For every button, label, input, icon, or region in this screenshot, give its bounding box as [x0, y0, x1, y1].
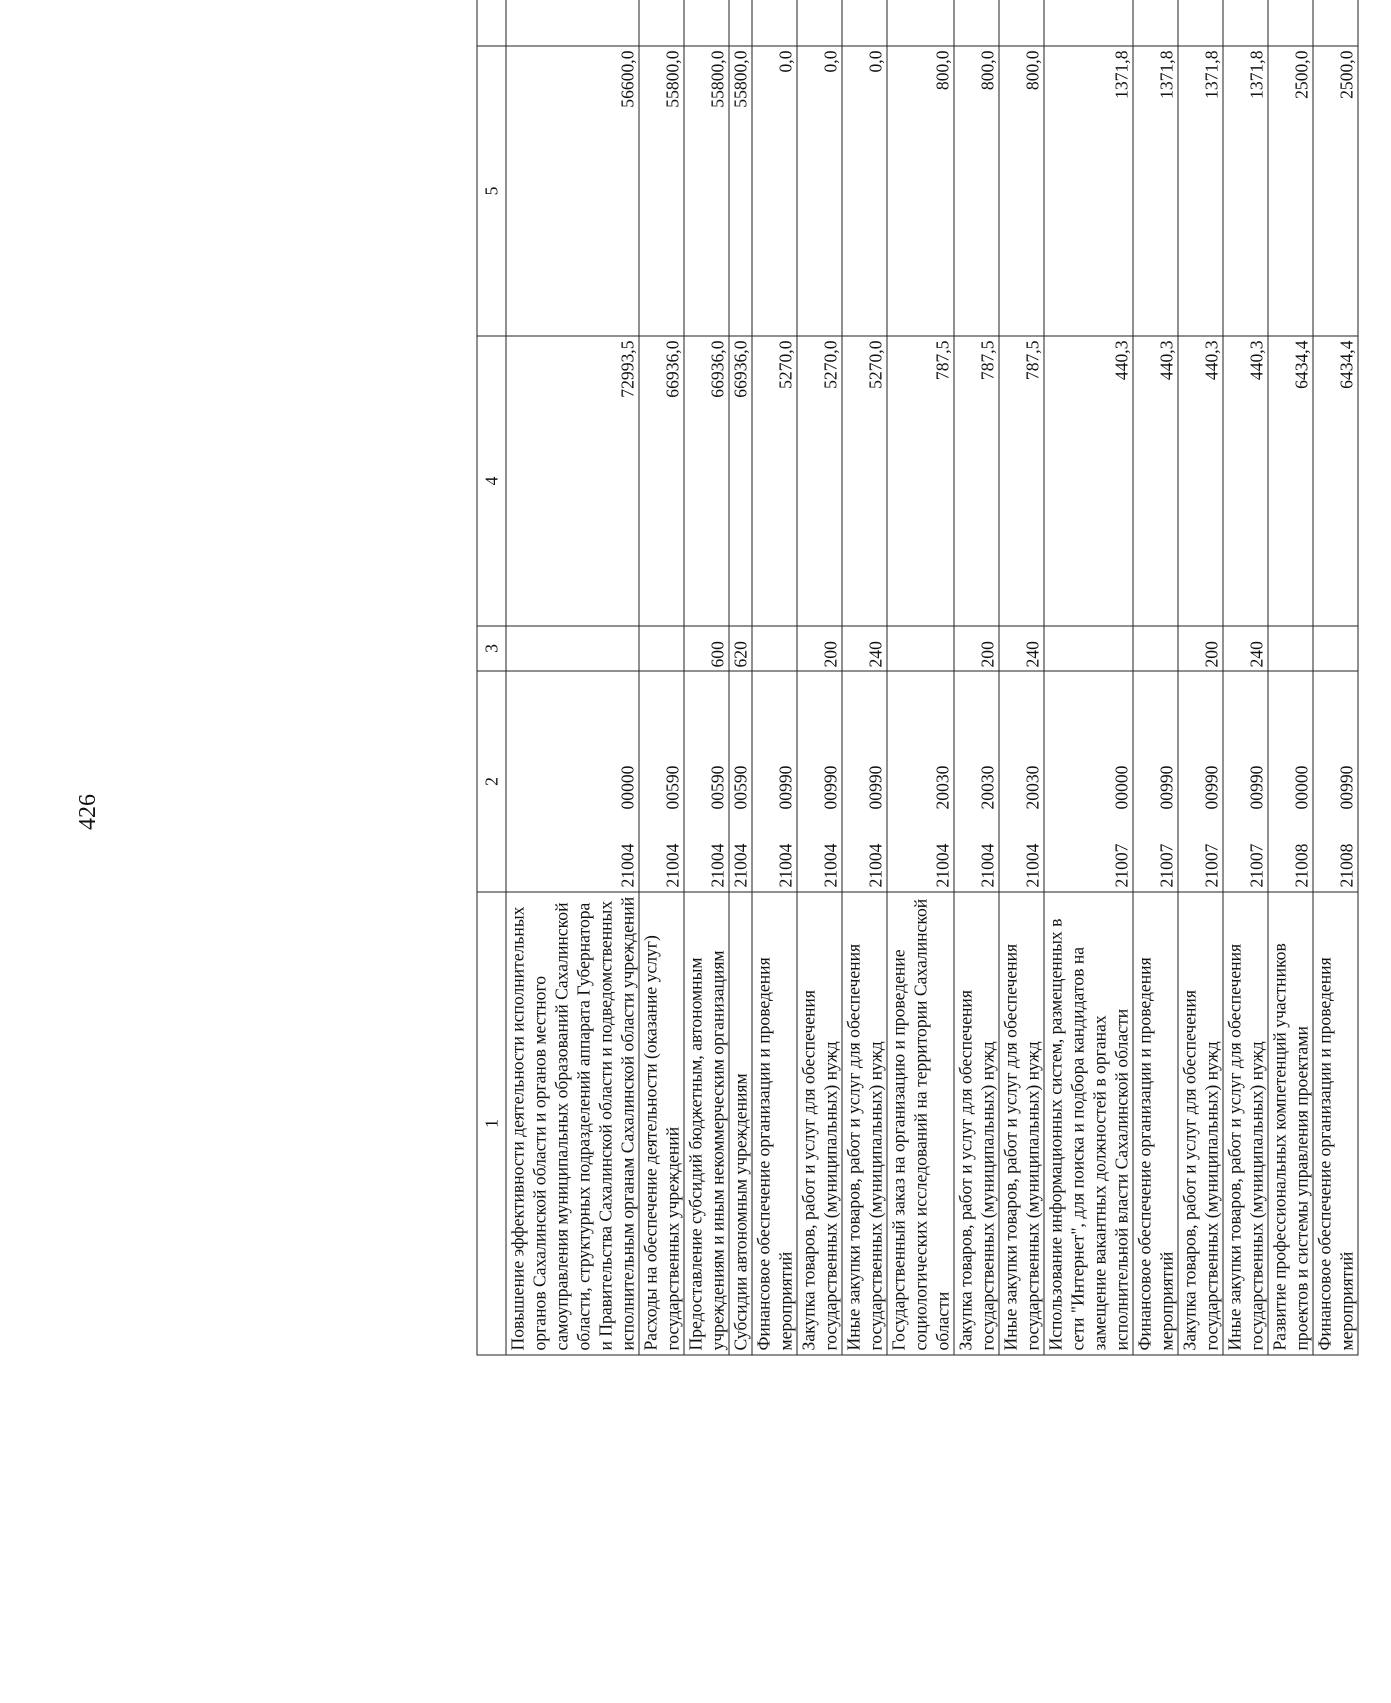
row-value-col6: [999, 0, 1044, 46]
row-value-col5: 56600,0: [506, 46, 639, 336]
row-expense-type: 620: [729, 626, 752, 671]
row-value-col5: 800,0: [999, 46, 1044, 336]
row-code-direction: 00990: [775, 765, 795, 809]
row-code-program: 21004: [730, 843, 750, 887]
row-code-program: 21007: [1246, 843, 1266, 887]
row-value-col5: 1371,8: [1178, 46, 1223, 336]
row-code-direction: 00990: [820, 765, 840, 809]
row-expense-type: 600: [684, 626, 729, 671]
row-value-col6: [887, 0, 954, 46]
row-code: [1178, 671, 1223, 892]
row-code-program: 21007: [1111, 843, 1131, 887]
row-code: [999, 671, 1044, 892]
row-code-program: 21008: [1291, 843, 1311, 887]
row-code-program: 21004: [865, 843, 885, 887]
row-value-col6: [1133, 0, 1178, 46]
row-value-col4: 5270,0: [752, 336, 797, 626]
row-name: Закупка товаров, работ и услуг для обеспечения государственных (муниципальных) нужд: [797, 892, 842, 1355]
row-name: Субсидии автономным учреждениям: [729, 892, 752, 1355]
row-code: [1268, 671, 1313, 892]
row-expense-type: [506, 626, 639, 671]
row-value-col4: 787,5: [887, 336, 954, 626]
row-value-col4: 787,5: [954, 336, 999, 626]
row-expense-type: 240: [842, 626, 887, 671]
table-row: [1178, 0, 1223, 1355]
row-name: Расходы на обеспечение деятельности (оказание услуг) государственных учреждений: [639, 892, 684, 1355]
row-code-direction: 00990: [865, 765, 885, 809]
row-value-col6: [842, 0, 887, 46]
row-code-direction: 00990: [1201, 765, 1221, 809]
row-name: Развитие профессиональных компетенций участников проектов и системы управления проектами: [1268, 892, 1313, 1355]
row-code-direction: 00590: [662, 765, 682, 809]
row-value-col6: [506, 0, 639, 46]
row-value-col4: 66936,0: [729, 336, 752, 626]
table-row: [506, 0, 639, 1355]
row-name: Финансовое обеспечение организации и проведения мероприятий: [1133, 892, 1178, 1355]
row-value-col4: 440,3: [1178, 336, 1223, 626]
budget-table-container: [476, 0, 1391, 1355]
row-code: [842, 671, 887, 892]
row-value-col4: 66936,0: [684, 336, 729, 626]
row-expense-type: 240: [999, 626, 1044, 671]
row-code: [954, 671, 999, 892]
row-value-col4: 5270,0: [797, 336, 842, 626]
row-value-col4: 6434,4: [1268, 336, 1313, 626]
row-code: [1044, 671, 1133, 892]
row-code-direction: 00990: [1156, 765, 1176, 809]
row-code-direction: 00000: [1111, 765, 1131, 809]
row-code: [752, 671, 797, 892]
row-value-col4: 787,5: [999, 336, 1044, 626]
row-expense-type: 200: [954, 626, 999, 671]
row-code-direction: 00590: [707, 765, 727, 809]
row-expense-type: [639, 626, 684, 671]
table-row: [954, 0, 999, 1355]
row-value-col5: 2500,0: [1268, 46, 1313, 336]
header-col-6: [477, 0, 506, 46]
row-expense-type: [752, 626, 797, 671]
row-value-col5: 1371,8: [1133, 46, 1178, 336]
row-value-col5: 55800,0: [639, 46, 684, 336]
row-code: [506, 671, 639, 892]
header-col-5: 5: [477, 46, 506, 336]
row-expense-type: [1133, 626, 1178, 671]
row-value-col4: 72993,5: [506, 336, 639, 626]
row-code-direction: 20030: [932, 765, 952, 809]
row-value-col5: 800,0: [887, 46, 954, 336]
budget-table: [476, 0, 1358, 1355]
row-value-col5: 55800,0: [729, 46, 752, 336]
row-code-program: 21004: [1022, 843, 1042, 887]
row-value-col4: 440,3: [1223, 336, 1268, 626]
row-name: Иные закупки товаров, работ и услуг для обеспечения государственных (муниципальных) нужд: [842, 892, 887, 1355]
row-expense-type: [1044, 626, 1133, 671]
row-value-col6: [1268, 0, 1313, 46]
row-value-col6: [1313, 0, 1358, 46]
row-value-col6: [954, 0, 999, 46]
row-code-program: 21008: [1336, 843, 1356, 887]
row-value-col6: [684, 0, 729, 46]
table-row: [999, 0, 1044, 1355]
row-value-col6: [1178, 0, 1223, 46]
row-code-program: 21004: [775, 843, 795, 887]
table-row: [1044, 0, 1133, 1355]
row-code-program: 21004: [707, 843, 727, 887]
row-code-program: 21007: [1156, 843, 1176, 887]
row-name: Финансовое обеспечение организации и проведения мероприятий: [752, 892, 797, 1355]
table-row: [1268, 0, 1313, 1355]
row-value-col5: 2500,0: [1313, 46, 1358, 336]
row-code-program: 21004: [932, 843, 952, 887]
header-row: [477, 0, 506, 1355]
row-code-program: 21004: [977, 843, 997, 887]
row-code: [887, 671, 954, 892]
row-value-col4: 66936,0: [639, 336, 684, 626]
header-col-2: 2: [477, 671, 506, 892]
page-number: 426: [75, 794, 101, 830]
row-value-col5: 800,0: [954, 46, 999, 336]
row-value-col4: 5270,0: [842, 336, 887, 626]
header-col-1: 1: [477, 892, 506, 1355]
row-name: Государственный заказ на организацию и проведение социологических исследований на территории Сахалинской области: [887, 892, 954, 1355]
row-value-col5: 1371,8: [1044, 46, 1133, 336]
table-body: [506, 0, 1358, 1355]
row-value-col6: [752, 0, 797, 46]
row-value-col5: 1371,8: [1223, 46, 1268, 336]
row-code-direction: 20030: [1022, 765, 1042, 809]
table-row: [1313, 0, 1358, 1355]
row-value-col5: 0,0: [842, 46, 887, 336]
row-value-col6: [639, 0, 684, 46]
row-value-col6: [1223, 0, 1268, 46]
row-value-col4: 440,3: [1044, 336, 1133, 626]
row-code: [729, 671, 752, 892]
row-name: Закупка товаров, работ и услуг для обеспечения государственных (муниципальных) нужд: [954, 892, 999, 1355]
row-value-col6: [797, 0, 842, 46]
table-row: [752, 0, 797, 1355]
row-name: Финансовое обеспечение организации и проведения мероприятий: [1313, 892, 1358, 1355]
row-code: [639, 671, 684, 892]
row-name: Закупка товаров, работ и услуг для обеспечения государственных (муниципальных) нужд: [1178, 892, 1223, 1355]
row-code-program: 21004: [617, 843, 637, 887]
table-row: [639, 0, 684, 1355]
row-value-col6: [729, 0, 752, 46]
row-value-col5: 0,0: [797, 46, 842, 336]
table-row: [797, 0, 842, 1355]
row-code: [684, 671, 729, 892]
row-name: Использование информационных систем, размещенных в сети "Интернет", для поиска и подбора кандидатов на замещение вакантных должностей в органах исполнительной власти Сахалинской области: [1044, 892, 1133, 1355]
row-code: [1133, 671, 1178, 892]
row-expense-type: [1313, 626, 1358, 671]
row-code-direction: 20030: [977, 765, 997, 809]
row-code-direction: 00590: [730, 765, 750, 809]
row-value-col5: 0,0: [752, 46, 797, 336]
row-code-direction: 00000: [617, 765, 637, 809]
row-expense-type: 200: [1178, 626, 1223, 671]
table-row: [1223, 0, 1268, 1355]
row-value-col4: 440,3: [1133, 336, 1178, 626]
row-expense-type: [1268, 626, 1313, 671]
row-expense-type: 240: [1223, 626, 1268, 671]
row-value-col4: 6434,4: [1313, 336, 1358, 626]
table-row: [887, 0, 954, 1355]
row-value-col5: 55800,0: [684, 46, 729, 336]
row-expense-type: 200: [797, 626, 842, 671]
row-code-direction: 00000: [1291, 765, 1311, 809]
row-expense-type: [887, 626, 954, 671]
table-row: [684, 0, 729, 1355]
row-code-program: 21004: [820, 843, 840, 887]
header-col-3: 3: [477, 626, 506, 671]
row-code: [1313, 671, 1358, 892]
row-code-program: 21004: [662, 843, 682, 887]
row-name: Иные закупки товаров, работ и услуг для обеспечения государственных (муниципальных) нужд: [999, 892, 1044, 1355]
table-row: [1133, 0, 1178, 1355]
row-name: Предоставление субсидий бюджетным, автономным учреждениям и иным некоммерческим организациям: [684, 892, 729, 1355]
row-code-direction: 00990: [1336, 765, 1356, 809]
table-row: [729, 0, 752, 1355]
row-name: Иные закупки товаров, работ и услуг для обеспечения государственных (муниципальных) нужд: [1223, 892, 1268, 1355]
row-code-program: 21007: [1201, 843, 1221, 887]
row-code: [797, 671, 842, 892]
row-code: [1223, 671, 1268, 892]
row-value-col6: [1044, 0, 1133, 46]
row-name: Повышение эффективности деятельности исполнительных органов Сахалинской области и органов местного самоуправления муниципальных образований Сахалинской области, структурных подразделений аппарата Губернатора и Правительства Сахалинской области и подведомственных исполнительным органам Сахалинской области учреждений: [506, 892, 639, 1355]
header-col-4: 4: [477, 336, 506, 626]
table-row: [842, 0, 887, 1355]
row-code-direction: 00990: [1246, 765, 1266, 809]
